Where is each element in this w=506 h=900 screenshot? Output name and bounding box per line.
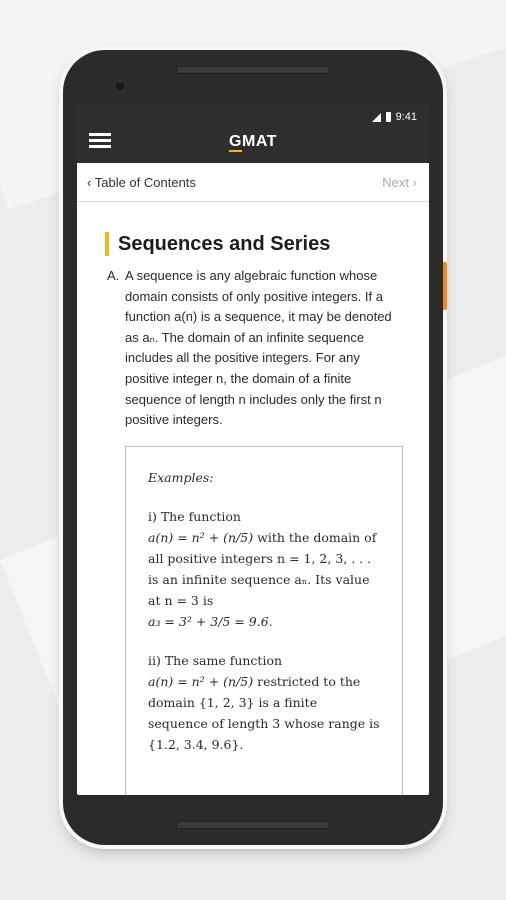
definition-paragraph [107,266,407,431]
app-bar [77,105,429,163]
app-logo-initial: G [229,133,242,150]
power-button [443,262,447,310]
examples-title: Examples: [148,470,214,485]
app-logo-rest: MAT [241,133,277,150]
next-label: Next [382,175,410,190]
table-of-contents-link[interactable] [87,175,196,190]
phone-screen [77,105,429,795]
examples-box [125,446,403,795]
bottom-speaker [176,821,330,829]
status-time: 9:41 [395,111,417,123]
example-1-intro: i) The function [148,509,241,524]
example-2-intro: ii) The same function [148,653,283,668]
content-nav-bar [77,163,429,202]
definition-text: A sequence is any algebraic function whose domain consists of only positive integers. If a function a(n) is a sequence, it may be denoted as aₙ. The domain of an infinite sequence includes all the positive integers. For any positive integer n, the domain of a finite sequence of length n includes only the first n positive integers. [125,268,392,428]
example-1-formula: a(n) = n² + (n/5) [148,530,254,545]
earpiece-speaker [176,66,330,74]
chevron-right-icon: › [412,175,417,190]
app-logo [77,133,429,151]
example-1-text: with the domain of all positive integers n = 1, 2, 3, . . . is an infinite sequence aₙ. Its value at n = 3 is [148,530,377,608]
front-camera [114,80,126,92]
battery-icon [386,112,391,122]
next-link[interactable] [382,175,417,190]
example-1 [148,506,380,632]
example-2-formula: a(n) = n² + (n/5) [148,674,254,689]
section-title: Sequences and Series [105,232,330,256]
example-2 [148,650,380,755]
example-1-result: a₃ = 3² + 3/5 = 9.6. [148,614,273,629]
back-label: Table of Contents [94,175,196,190]
item-marker: A. [107,268,120,283]
lesson-content [77,202,429,795]
signal-icon [372,113,381,122]
chevron-left-icon: ‹ [87,175,92,190]
status-bar [372,111,417,123]
example-2-text: restricted to the domain {1, 2, 3} is a finite sequence of length 3 whose range is {1.2, 3.4, 9.6}. [148,674,380,752]
